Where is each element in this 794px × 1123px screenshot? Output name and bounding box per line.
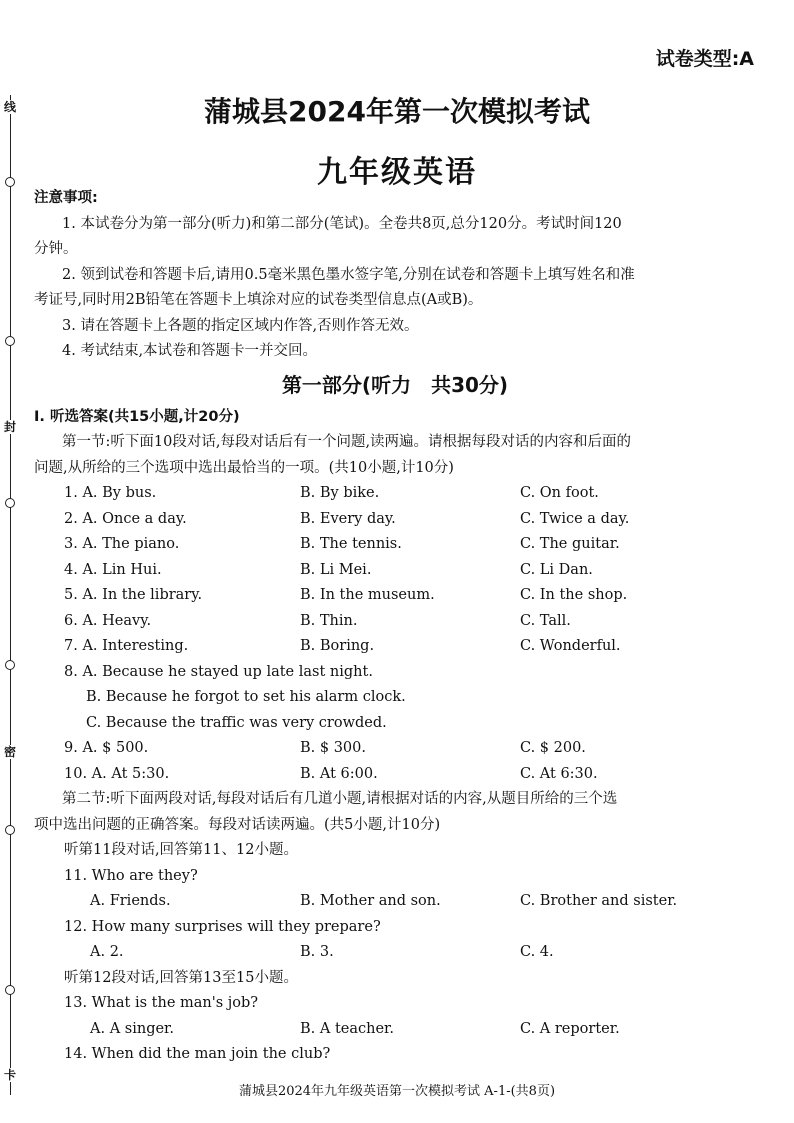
section1-intro: 第一节:听下面10段对话,每段对话后有一个问题,读两遍。请根据每段对话的内容和后面的	[62, 434, 632, 450]
binding-line	[10, 95, 11, 1095]
part1-title: 第一部分(听力 共30分)	[281, 372, 509, 397]
option-a: 6. A. Heavy.	[64, 612, 152, 629]
option-c: C. Li Dan.	[520, 561, 593, 578]
section1-heading: Ⅰ. 听选答案(共15小题,计20分)	[34, 408, 240, 425]
binding-hole	[5, 985, 15, 995]
exam-subject-title: 九年级英语	[317, 155, 477, 190]
option-c: C. 4.	[520, 944, 554, 960]
option-b: B. 3.	[300, 944, 334, 960]
notice-line: 4. 考试结束,本试卷和答题卡一并交回。	[62, 343, 318, 359]
section2-intro: 项中选出问题的正确答案。每段对话读两遍。(共5小题,计10分)	[34, 816, 441, 833]
question-stem: 12. How many surprises will they prepare?	[64, 918, 381, 935]
question-row	[34, 609, 756, 635]
option-b: B. The tennis.	[300, 536, 402, 552]
option-a: 5. A. In the library.	[64, 587, 203, 603]
paper-type-label: 试卷类型:A	[655, 48, 754, 70]
option-c: C. Twice a day.	[520, 510, 630, 527]
option-a: 9. A. $ 500.	[64, 740, 149, 756]
binding-hole	[5, 498, 15, 508]
dialog-instruction: 听第11段对话,回答第11、12小题。	[64, 842, 298, 858]
notice-heading: 注意事项:	[34, 190, 98, 206]
option-b: B. A teacher.	[300, 1020, 394, 1037]
option-c: C. Brother and sister.	[520, 893, 678, 909]
option-b: B. $ 300.	[300, 740, 366, 756]
notice-line: 3. 请在答题卡上各题的指定区域内作答,否则作答无效。	[62, 317, 419, 334]
option-c: C. In the shop.	[520, 587, 628, 603]
question-row	[34, 532, 756, 558]
question-row	[34, 889, 756, 915]
option-a: A. 2.	[90, 944, 124, 960]
option-a: 10. A. At 5:30.	[64, 765, 170, 782]
question-row	[34, 940, 756, 966]
option-c: C. Tall.	[520, 612, 571, 629]
binding-label-xian: 线	[4, 100, 17, 114]
question8-option-c: C. Because the traffic was very crowded.	[86, 714, 387, 731]
option-c: C. $ 200.	[520, 740, 586, 756]
question8-option-a: 8. A. Because he stayed up late last night.	[64, 663, 373, 680]
option-b: B. At 6:00.	[300, 765, 378, 782]
question-row	[34, 1017, 756, 1043]
page-footer: 蒲城县2024年九年级英语第一次模拟考试 A-1-(共8页)	[238, 1084, 556, 1099]
exam-title: 蒲城县2024年第一次模拟考试	[204, 95, 590, 128]
option-b: B. Mother and son.	[300, 893, 441, 909]
question-stem: 11. Who are they?	[64, 867, 198, 884]
exam-content	[34, 186, 756, 1068]
option-b: B. Boring.	[300, 638, 375, 654]
option-a: 1. A. By bus.	[64, 485, 157, 501]
option-c: C. At 6:30.	[520, 765, 598, 782]
option-a: A. A singer.	[90, 1020, 174, 1037]
binding-label-feng: 封	[4, 420, 17, 434]
option-c: C. On foot.	[520, 485, 599, 501]
notice-line: 考证号,同时用2B铅笔在答题卡上填涂对应的试卷类型信息点(A或B)。	[34, 292, 483, 308]
section2-intro: 第二节:听下面两段对话,每段对话后有几道小题,请根据对话的内容,从题目所给的三个选	[62, 791, 618, 807]
option-c: C. Wonderful.	[520, 638, 621, 654]
option-a: 7. A. Interesting.	[64, 638, 189, 654]
question-stem: 14. When did the man join the club?	[64, 1046, 331, 1062]
notice-line: 分钟。	[34, 241, 78, 257]
binding-hole	[5, 660, 15, 670]
question-row	[34, 634, 756, 660]
option-b: B. By bike.	[300, 485, 380, 501]
question-row	[34, 583, 756, 609]
binding-hole	[5, 825, 15, 835]
notice-line: 1. 本试卷分为第一部分(听力)和第二部分(笔试)。全卷共8页,总分120分。考试时间120	[62, 215, 622, 232]
binding-label-mi: 密	[4, 745, 17, 759]
question-row	[34, 507, 756, 533]
question-row	[34, 736, 756, 762]
option-c: C. A reporter.	[520, 1020, 620, 1037]
question8-option-b: B. Because he forgot to set his alarm clock.	[86, 689, 406, 705]
section1-intro: 问题,从所给的三个选项中选出最恰当的一项。(共10小题,计10分)	[34, 459, 454, 476]
option-a: 4. A. Lin Hui.	[64, 561, 162, 578]
option-a: 3. A. The piano.	[64, 536, 180, 552]
binding-hole	[5, 336, 15, 346]
option-b: B. Thin.	[300, 612, 358, 629]
question-row	[34, 762, 756, 788]
option-a: A. Friends.	[90, 893, 171, 909]
option-b: B. Every day.	[300, 510, 396, 527]
dialog-instruction: 听第12段对话,回答第13至15小题。	[64, 969, 298, 986]
option-b: B. In the museum.	[300, 587, 435, 603]
binding-label-ka: 卡	[4, 1068, 17, 1082]
notice-line: 2. 领到试卷和答题卡后,请用0.5毫米黑色墨水签字笔,分别在试卷和答题卡上填写姓名和准	[62, 266, 635, 283]
option-a: 2. A. Once a day.	[64, 510, 187, 527]
option-b: B. Li Mei.	[300, 561, 372, 578]
question-stem: 13. What is the man's job?	[64, 995, 259, 1011]
question-row	[34, 481, 756, 507]
question-row	[34, 558, 756, 584]
option-c: C. The guitar.	[520, 536, 620, 552]
